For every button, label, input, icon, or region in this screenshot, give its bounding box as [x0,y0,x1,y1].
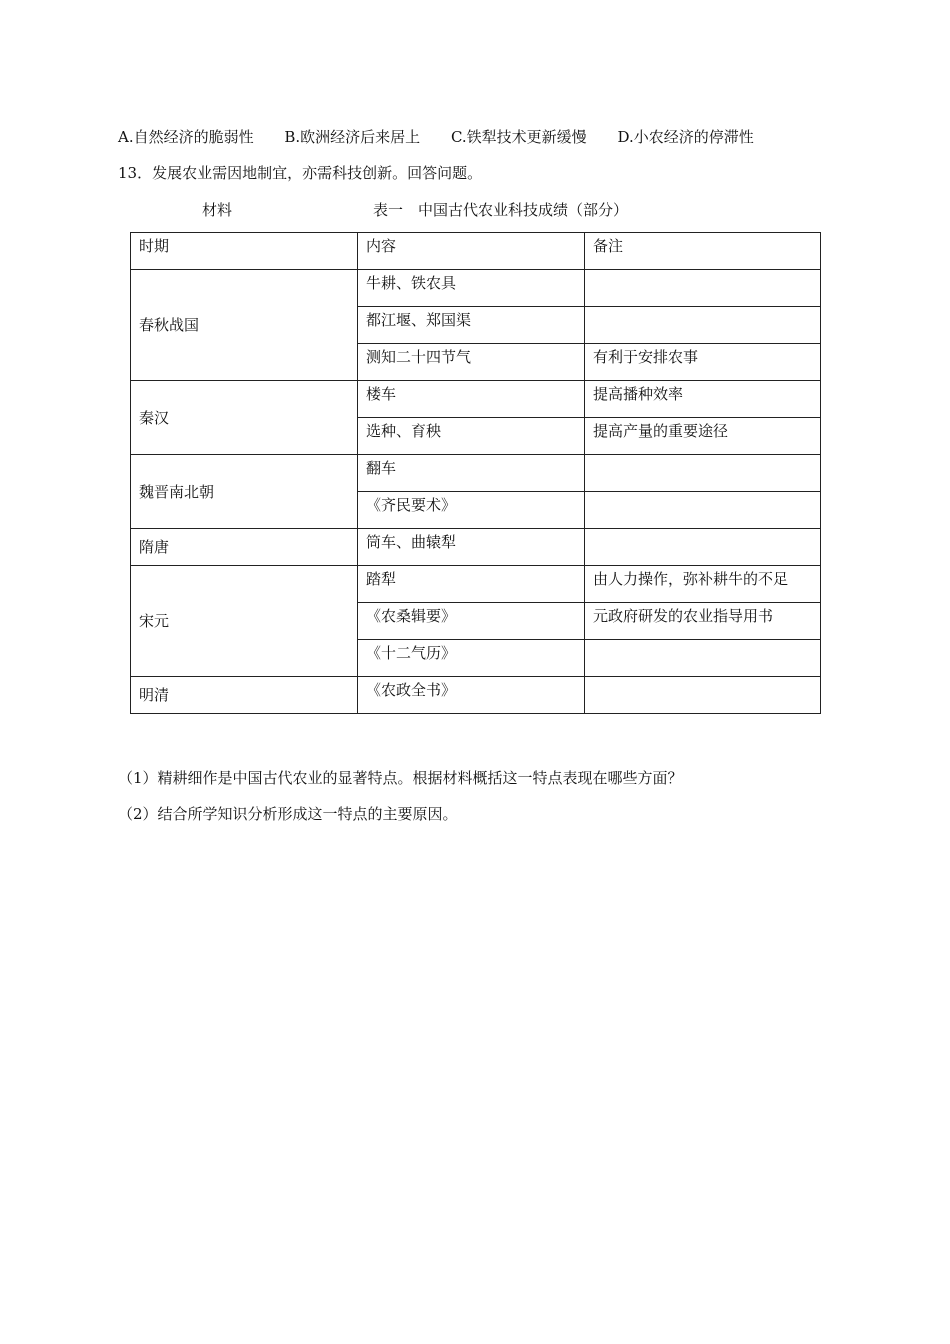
header-content: 内容 [358,233,585,270]
content-cell: 《齐民要术》 [358,492,585,529]
note-cell: 有利于安排农事 [585,344,821,381]
note-cell [585,492,821,529]
note-cell: 提高播种效率 [585,381,821,418]
content-cell: 《十二气历》 [358,640,585,677]
period-cell: 明清 [131,677,358,714]
period-cell: 魏晋南北朝 [131,455,358,529]
option-d: D.小农经济的停滞性 [617,128,754,146]
option-b: B.欧洲经济后来居上 [284,128,421,146]
table-row [131,566,821,603]
content-cell: 踏犁 [358,566,585,603]
table-row [131,677,821,714]
period-cell: 秦汉 [131,381,358,455]
period-cell: 隋唐 [131,529,358,566]
option-a: A.自然经济的脆弱性 [118,128,254,146]
option-c: C.铁犁技术更新缓慢 [450,128,587,146]
content-cell: 牛耕、铁农具 [358,270,585,307]
note-cell [585,640,821,677]
table-row [131,455,821,492]
period-cell: 春秋战国 [131,270,358,381]
table-header-row [131,233,821,270]
note-cell [585,307,821,344]
note-cell [585,270,821,307]
answer-options [118,127,754,147]
content-cell: 测知二十四节气 [358,344,585,381]
note-cell: 提高产量的重要途径 [585,418,821,455]
note-cell: 由人力操作，弥补耕牛的不足 [585,566,821,603]
content-cell: 都江堰、郑国渠 [358,307,585,344]
header-period: 时期 [131,233,358,270]
content-cell: 翻车 [358,455,585,492]
period-cell: 宋元 [131,566,358,677]
table-row [131,381,821,418]
material-label: 材料 [202,201,233,219]
content-cell: 楼车 [358,381,585,418]
note-cell: 元政府研发的农业指导用书 [585,603,821,640]
question-13: 13．发展农业需因地制宜，亦需科技创新。回答问题。 [118,164,483,182]
table-title: 表一 中国古代农业科技成绩（部分） [373,201,629,219]
table-row [131,270,821,307]
sub-question-2: （2）结合所学知识分析形成这一特点的主要原因。 [118,805,458,823]
content-cell: 《农政全书》 [358,677,585,714]
content-cell: 选种、育秧 [358,418,585,455]
content-cell: 筒车、曲辕犁 [358,529,585,566]
sub-question-1: （1）精耕细作是中国古代农业的显著特点。根据材料概括这一特点表现在哪些方面？ [118,769,683,787]
note-cell [585,529,821,566]
agri-tech-table [130,232,821,714]
header-note: 备注 [585,233,821,270]
note-cell [585,455,821,492]
note-cell [585,677,821,714]
table-row [131,529,821,566]
content-cell: 《农桑辑要》 [358,603,585,640]
